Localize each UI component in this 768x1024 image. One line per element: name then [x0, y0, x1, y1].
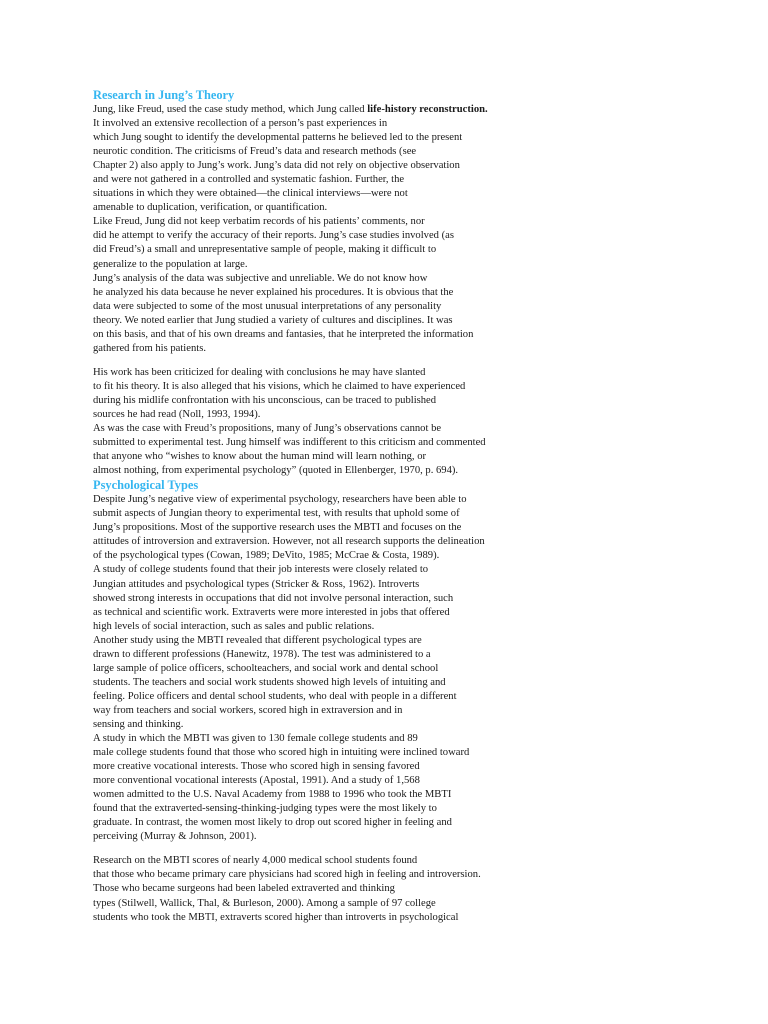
paragraph-line: attitudes of introversion and extraversion. However, not all research supports the delineation	[93, 536, 485, 548]
paragraph-line: students. The teachers and social work students showed high levels of intuiting and	[93, 676, 446, 688]
paragraph-line: during his midlife confrontation with his unconscious, can be traced to published	[93, 394, 437, 406]
paragraph-line: sensing and thinking.	[93, 718, 184, 730]
section2-body-continued	[93, 854, 763, 924]
paragraph-line: data were subjected to some of the most unusual interpretations of any personality	[93, 300, 442, 312]
paragraph-line: he analyzed his data because he never explained his procedures. It is obvious that the	[93, 286, 454, 298]
paragraph-line: Chapter 2) also apply to Jung’s work. Jung’s data did not rely on objective observation	[93, 160, 460, 172]
paragraph-line: more creative vocational interests. Those who scored high in sensing favored	[93, 761, 420, 773]
paragraph-line: sources he had read (Noll, 1993, 1994).	[93, 408, 261, 420]
paragraph-line: It involved an extensive recollection of a person’s past experiences in	[93, 118, 388, 130]
paragraph-line: generalize to the population at large.	[93, 258, 248, 270]
paragraph-line: drawn to different professions (Hanewitz, 1978). The test was administered to a	[93, 648, 431, 660]
paragraph-line: to fit his theory. It is also alleged that his visions, which he claimed to have experienced	[93, 380, 466, 392]
paragraph-line: Jung’s propositions. Most of the supportive research uses the MBTI and focuses on the	[93, 522, 462, 534]
paragraph-line: did Freud’s) a small and unrepresentative sample of people, making it difficult to	[93, 244, 437, 256]
paragraph-line: more conventional vocational interests (Apostal, 1991). And a study of 1,568	[93, 775, 420, 787]
section2-body	[93, 493, 763, 844]
paragraph-line: submit aspects of Jungian theory to experimental test, with results that uphold some of	[93, 508, 460, 520]
paragraph-line: students who took the MBTI, extraverts scored higher than introverts in psychological	[93, 911, 459, 923]
paragraph-line: Jung’s analysis of the data was subjective and unreliable. We do not know how	[93, 272, 428, 284]
bold-term: life-history reconstruction.	[367, 104, 488, 115]
paragraph-line: Another study using the MBTI revealed that different psychological types are	[93, 634, 422, 646]
paragraph-line: A study of college students found that their job interests were closely related to	[93, 564, 429, 576]
paragraph-line: Despite Jung’s negative view of experimental psychology, researchers have been able to	[93, 494, 467, 506]
paragraph-line: on this basis, and that of his own dreams and fantasies, that he interpreted the information	[93, 328, 474, 340]
paragraph-line: As was the case with Freud’s propositions, many of Jung’s observations cannot be	[93, 423, 442, 435]
paragraph-line: almost nothing, from experimental psychology” (quoted in Ellenberger, 1970, p. 694).	[93, 465, 459, 477]
paragraph-line: of the psychological types (Cowan, 1989; DeVito, 1985; McCrae & Costa, 1989).	[93, 550, 440, 562]
paragraph-line: submitted to experimental test. Jung himself was indifferent to this criticism and commented	[93, 437, 486, 449]
paragraph-line: perceiving (Murray & Johnson, 2001).	[93, 831, 257, 843]
paragraph-line: Those who became surgeons had been labeled extraverted and thinking	[93, 883, 395, 895]
paragraph-line: high levels of social interaction, such as sales and public relations.	[93, 620, 375, 632]
section-heading-psychological-types: Psychological Types	[93, 478, 199, 493]
paragraph-line: showed strong interests in occupations that did not involve personal interaction, such	[93, 592, 454, 604]
paragraph-line: graduate. In contrast, the women most likely to drop out scored higher in feeling and	[93, 817, 452, 829]
paragraph-gap	[93, 844, 763, 854]
paragraph-line: that those who became primary care physicians had scored high in feeling and introversion.	[93, 869, 481, 881]
paragraph-line: found that the extraverted-sensing-thinking-judging types were the most likely to	[93, 803, 437, 815]
paragraph-line: theory. We noted earlier that Jung studied a variety of cultures and disciplines. It was	[93, 314, 453, 326]
paragraph-line: way from teachers and social workers, scored high in extraversion and in	[93, 704, 403, 716]
paragraph-line: did he attempt to verify the accuracy of their reports. Jung’s case studies involved (as	[93, 230, 454, 242]
paragraph-line: as technical and scientific work. Extraverts were more interested in jobs that offered	[93, 606, 450, 618]
paragraph-line: which Jung sought to identify the developmental patterns he believed led to the present	[93, 132, 463, 144]
paragraph-gap	[93, 356, 763, 366]
paragraph-line: women admitted to the U.S. Naval Academy from 1988 to 1996 who took the MBTI	[93, 789, 452, 801]
section-heading-research: Research in Jung’s Theory	[93, 88, 235, 102]
paragraph-line: neurotic condition. The criticisms of Freud’s data and research methods (see	[93, 146, 417, 158]
section1-body	[93, 117, 763, 356]
paragraph-line: large sample of police officers, schoolteachers, and social work and dental school	[93, 662, 439, 674]
paragraph-line: feeling. Police officers and dental school students, who deal with people in a different	[93, 690, 457, 702]
paragraph-line: Research on the MBTI scores of nearly 4,000 medical school students found	[93, 855, 418, 867]
paragraph-line: gathered from his patients.	[93, 342, 206, 354]
section1-body-continued	[93, 366, 763, 478]
paragraph-line: and were not gathered in a controlled and systematic fashion. Further, the	[93, 174, 405, 186]
paragraph-line	[93, 103, 763, 117]
paragraph-line: Jungian attitudes and psychological types (Stricker & Ross, 1962). Introverts	[93, 578, 420, 590]
paragraph-line: Like Freud, Jung did not keep verbatim records of his patients’ comments, nor	[93, 216, 425, 228]
paragraph-line: types (Stilwell, Wallick, Thal, & Burleson, 2000). Among a sample of 97 college	[93, 897, 436, 909]
paragraph-line: amenable to duplication, verification, or quantification.	[93, 202, 328, 214]
paragraph-line: male college students found that those who scored high in intuiting were inclined toward	[93, 747, 470, 759]
text-run: Jung, like Freud, used the case study method, which Jung called	[93, 104, 368, 115]
paragraph-line: A study in which the MBTI was given to 130 female college students and 89	[93, 733, 418, 745]
paragraph-line: situations in which they were obtained—the clinical interviews—were not	[93, 188, 408, 200]
document-page	[93, 88, 763, 925]
paragraph-line: that anyone who “wishes to know about the human mind will learn nothing, or	[93, 451, 427, 463]
paragraph-line: His work has been criticized for dealing with conclusions he may have slanted	[93, 366, 426, 378]
